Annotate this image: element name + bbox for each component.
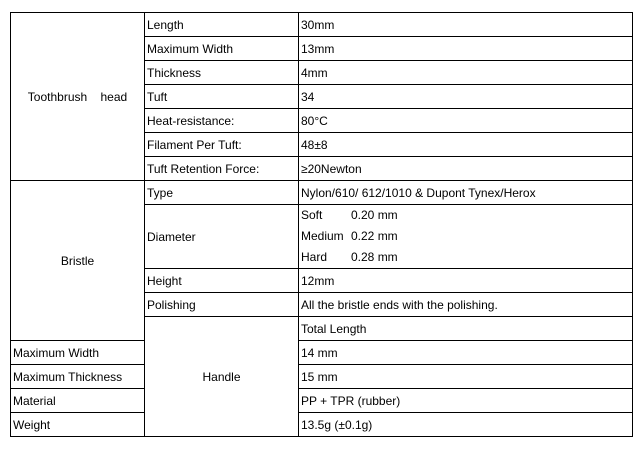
group-handle: Handle (145, 317, 299, 437)
spec-value: ≥20Newton (299, 157, 633, 181)
spec-value: PP + TPR (rubber) (299, 389, 633, 413)
spec-value: 14 mm (299, 341, 633, 365)
spec-label: Total Length (299, 317, 633, 341)
spec-value: 34 (299, 85, 633, 109)
table-row (11, 365, 633, 389)
spec-label: Heat-resistance: (145, 109, 299, 133)
spec-label: Diameter (145, 205, 299, 269)
spec-table (10, 12, 633, 437)
spec-label: Tuft Retention Force: (145, 157, 299, 181)
spec-label: Type (145, 181, 299, 205)
spec-value: All the bristle ends with the polishing. (299, 293, 633, 317)
diameter-value: 0.28 mm (351, 250, 398, 264)
spec-label: Maximum Thickness (11, 365, 145, 389)
table-row (11, 389, 633, 413)
diameter-item (301, 205, 632, 226)
spec-value: 12mm (299, 269, 633, 293)
spec-label: Tuft (145, 85, 299, 109)
spec-value: 30mm (299, 13, 633, 37)
group-bristle: Bristle (11, 181, 145, 341)
table-row (11, 181, 633, 205)
spec-value: 15 mm (299, 365, 633, 389)
spec-label: Maximum Width (145, 37, 299, 61)
spec-label: Polishing (145, 293, 299, 317)
diameter-value: 0.20 mm (351, 208, 398, 222)
group-toothbrush-head: Toothbrush head (11, 13, 145, 181)
spec-label: Maximum Width (11, 341, 145, 365)
diameter-values (299, 205, 633, 269)
diameter-grade: Hard (301, 250, 328, 264)
spec-label: Length (145, 13, 299, 37)
diameter-grade: Medium (301, 229, 344, 243)
spec-label: Weight (11, 413, 145, 437)
spec-label: Thickness (145, 61, 299, 85)
table-row (11, 341, 633, 365)
table-row (11, 413, 633, 437)
diameter-value: 0.22 mm (351, 229, 398, 243)
diameter-grade: Soft (301, 208, 323, 222)
spec-value: 13.5g (±0.1g) (299, 413, 633, 437)
spec-value: 4mm (299, 61, 633, 85)
spec-value: 48±8 (299, 133, 633, 157)
spec-label: Filament Per Tuft: (145, 133, 299, 157)
spec-label: Height (145, 269, 299, 293)
diameter-item (301, 226, 632, 247)
spec-value: 80°C (299, 109, 633, 133)
spec-value: 13mm (299, 37, 633, 61)
spec-label: Material (11, 389, 145, 413)
diameter-item (301, 247, 632, 268)
spec-value: Nylon/610/ 612/1010 & Dupont Tynex/Herox (299, 181, 633, 205)
table-row (11, 13, 633, 37)
